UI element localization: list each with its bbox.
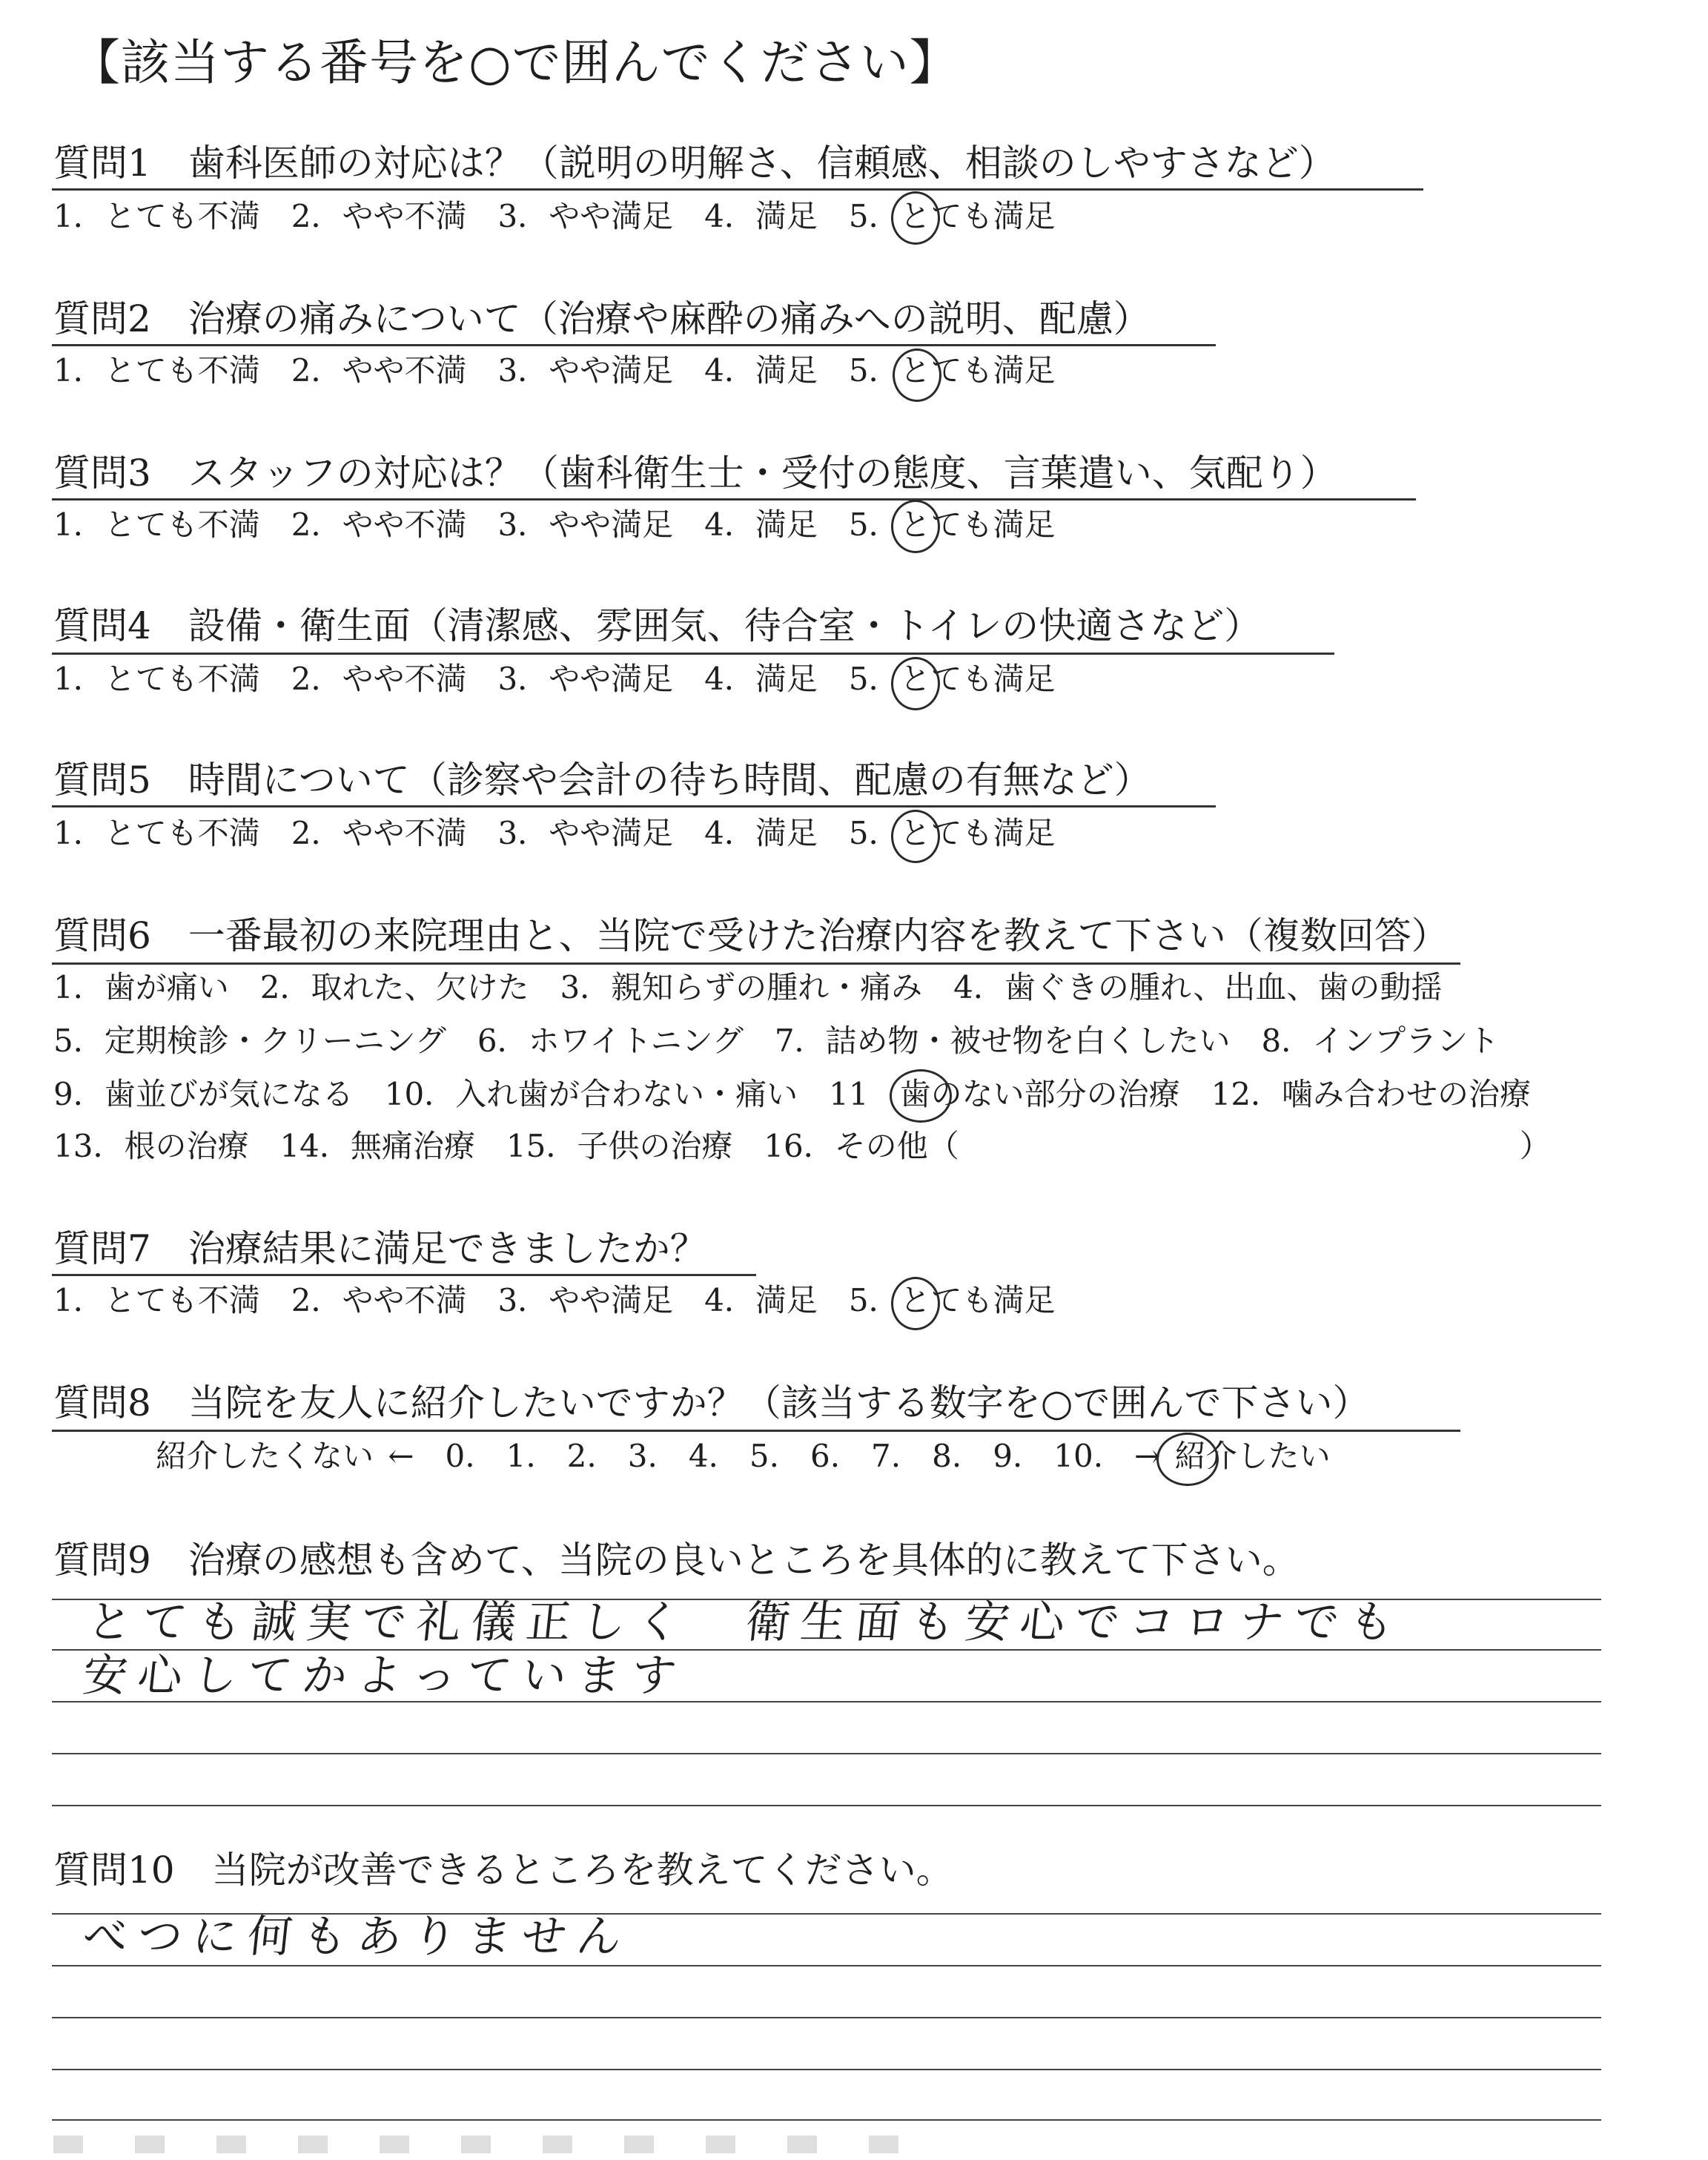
question-6-selected-circle[interactable]	[890, 1069, 952, 1123]
question-6-option-line: 1．歯が痛い 2．取れた、欠けた 3．親知らずの腫れ・痛み 4．歯ぐきの腫れ、出血、歯の動揺	[53, 969, 1443, 1005]
question-4-underline	[52, 653, 1334, 655]
question-3-underline	[52, 498, 1416, 501]
question-3-selected-circle[interactable]	[891, 500, 940, 553]
question-1-underline	[52, 188, 1423, 191]
question-8-underline	[52, 1430, 1460, 1432]
question-6-option-line: 13．根の治療 14．無痛治療 15．子供の治療 16．その他（ ）	[53, 1128, 1551, 1164]
question-1-options: 1．とても不満 2．やや不満 3．やや満足 4．満足 5．とても満足	[53, 198, 1056, 234]
question-3-options: 1．とても不満 2．やや不満 3．やや満足 4．満足 5．とても満足	[53, 506, 1056, 543]
question-2-underline	[52, 344, 1216, 346]
question-9-label: 質問9 治療の感想も含めて、当院の良いところを具体的に教えて下さい。	[53, 1539, 1300, 1582]
question-10-label: 質問10 当院が改善できるところを教えてください。	[53, 1849, 953, 1892]
question-2-selected-circle[interactable]	[893, 349, 941, 402]
answer-rule	[52, 2069, 1601, 2070]
question-2-label: 質問2 治療の痛みについて（治療や麻酔の痛みへの説明、配慮）	[53, 297, 1151, 340]
question-7-selected-circle[interactable]	[891, 1277, 940, 1330]
question-4-selected-circle[interactable]	[891, 657, 940, 710]
question-6-option-line: 5．定期検診・クリーニング 6．ホワイトニング 7．詰め物・被せ物を白くしたい 8．インプラント	[53, 1023, 1500, 1059]
question-7-options: 1．とても不満 2．やや不満 3．やや満足 4．満足 5．とても満足	[53, 1282, 1056, 1318]
answer-rule	[52, 1805, 1601, 1806]
question-2-options: 1．とても不満 2．やや不満 3．やや満足 4．満足 5．とても満足	[53, 352, 1056, 389]
question-10-answer-line: べつに何もありません	[80, 1911, 635, 1963]
question-1-label: 質問1 歯科医師の対応は？（説明の明解さ、信頼感、相談のしやすさなど）	[53, 142, 1336, 185]
question-8-label: 質問8 当院を友人に紹介したいですか？（該当する数字を○で囲んで下さい）	[53, 1381, 1370, 1424]
question-9-answer-line: とても誠実で礼儀正しく 衛生面も安心でコロナでも	[85, 1596, 1407, 1648]
question-9-answer-line: 安心してかよっています	[80, 1650, 689, 1702]
question-5-selected-circle[interactable]	[891, 810, 940, 863]
question-6-option-line: 9．歯並びが気になる 10．入れ歯が合わない・痛い 11 歯のない部分の治療 12．噛み合わせの治療	[53, 1076, 1532, 1112]
answer-rule	[52, 2119, 1601, 2121]
question-3-label: 質問3 スタッフの対応は？（歯科衛生士・受付の態度、言葉遣い、気配り）	[53, 452, 1337, 495]
question-5-options: 1．とても不満 2．やや不満 3．やや満足 4．満足 5．とても満足	[53, 815, 1056, 851]
question-7-label: 質問7 治療結果に満足できましたか？	[53, 1227, 707, 1270]
question-7-underline	[52, 1274, 756, 1276]
question-8-scale: 紹介したくない ← 0. 1. 2. 3. 4. 5. 6. 7. 8. 9. 10. → 紹介したい	[156, 1438, 1331, 1474]
question-8-selected-circle[interactable]	[1156, 1433, 1219, 1486]
page-title: 【該当する番号を○で囲んでください】	[71, 34, 959, 91]
answer-rule	[52, 1965, 1601, 1966]
question-5-underline	[52, 805, 1216, 807]
question-6-underline	[52, 962, 1460, 965]
cut-off-text-fragment	[53, 2136, 943, 2153]
question-4-options: 1．とても不満 2．やや不満 3．やや満足 4．満足 5．とても満足	[53, 661, 1056, 697]
question-1-selected-circle[interactable]	[891, 191, 940, 245]
answer-rule	[52, 1753, 1601, 1754]
question-4-label: 質問4 設備・衛生面（清潔感、雰囲気、待合室・トイレの快適さなど）	[53, 604, 1262, 647]
question-6-label: 質問6 一番最初の来院理由と、当院で受けた治療内容を教えて下さい（複数回答）	[53, 914, 1449, 957]
question-5-label: 質問5 時間について（診察や会計の待ち時間、配慮の有無など）	[53, 759, 1151, 802]
answer-rule	[52, 2017, 1601, 2018]
